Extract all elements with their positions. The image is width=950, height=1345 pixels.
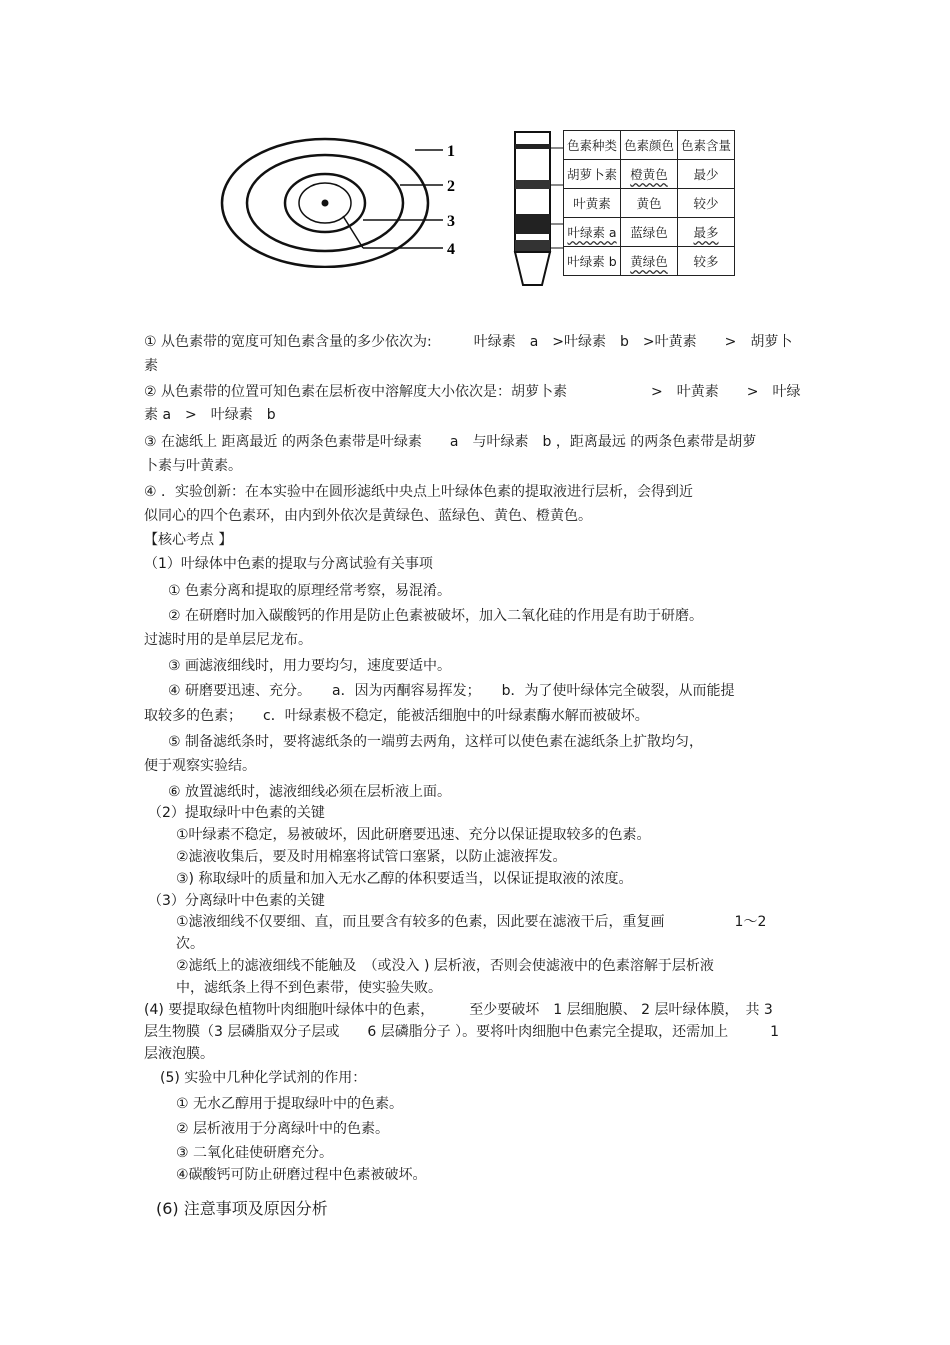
text-line: (4) 要提取绿色植物叶肉细胞叶绿体中的色素， 至少要破坏 1 层细胞膜、 2 层叶绿体膜， 共 3 [144, 1002, 773, 1018]
table-row [564, 160, 735, 189]
text-line: 次。 [176, 936, 204, 952]
table-row [564, 218, 735, 247]
text-line: ⑤ 制备滤纸条时，要将滤纸条的一端剪去两角，这样可以使色素在滤纸条上扩散均匀， [168, 734, 703, 750]
text-line: ⑥ 放置滤纸时，滤液细线必须在层析液上面。 [168, 784, 451, 800]
section-heading: (5) 实验中几种化学试剂的作用： [160, 1070, 367, 1086]
table-header: 色素含量 [678, 131, 735, 160]
section-heading: 【核心考点 】 [144, 532, 233, 548]
text-line: ③ 在滤纸上 距离最近 的两条色素带是叶绿素 a 与叶绿素 b ，距离最远 的两条色素带是胡萝 [144, 434, 757, 450]
text-line: 素 a > 叶绿素 b [144, 407, 276, 423]
text-line: 层液泡膜。 [144, 1046, 214, 1062]
table-header: 色素种类 [564, 131, 621, 160]
ring-label-2: 2 [447, 178, 455, 195]
table-cell: 橙黄色 [621, 160, 678, 189]
table-cell: 叶黄素 [564, 189, 621, 218]
table-cell: 胡萝卜素 [564, 160, 621, 189]
text-line: 中，滤纸条上得不到色素带，使实验失败。 [176, 980, 442, 996]
text-line: 便于观察实验结。 [144, 758, 256, 774]
section-heading: (6) 注意事项及原因分析 [156, 1199, 328, 1218]
text-line: ①滤液细线不仅要细、直，而且要含有较多的色素，因此要在滤液干后，重复画 1～2 [176, 914, 767, 930]
table-cell: 最多 [678, 218, 735, 247]
table-cell: 较少 [678, 189, 735, 218]
table-row [564, 247, 735, 276]
text-line: 素 [144, 358, 158, 374]
text-line: ②滤纸上的滤液细线不能触及 （或没入 ) 层析液，否则会使滤液中的色素溶解于层析液 [176, 958, 714, 974]
text-line: 过滤时用的是单层尼龙布。 [144, 632, 312, 648]
text-line: ④ ．实验创新：在本实验中在圆形滤纸中央点上叶绿体色素的提取液进行层析，会得到近 [144, 484, 693, 500]
ring-label-4: 4 [447, 241, 455, 258]
text-line: 卜素与叶黄素。 [144, 458, 242, 474]
band-chlorophyll-a [515, 214, 550, 234]
table-cell: 叶绿素 b [564, 247, 621, 276]
text-line: ② 从色素带的位置可知色素在层析夜中溶解度大小依次是：胡萝卜素 > 叶黄素 > 叶绿 [144, 384, 801, 400]
table-cell: 最少 [678, 160, 735, 189]
text-line: ① 从色素带的宽度可知色素含量的多少依次为: 叶绿素 a >叶绿素 b >叶黄素 > 胡萝卜 [144, 334, 793, 350]
text-line: ③ 画滤液细线时，用力要均匀，速度要适中。 [168, 658, 451, 674]
text-line: ③) 称取绿叶的质量和加入无水乙醇的体积要适当，以保证提取液的浓度。 [176, 871, 633, 887]
table-cell: 较多 [678, 247, 735, 276]
ring-label-1: 1 [447, 143, 455, 160]
band-carotene [515, 144, 550, 149]
concentric-rings-figure [215, 128, 475, 268]
section-heading: （3）分离绿叶中色素的关键 [148, 893, 325, 909]
table-cell: 叶绿素 a [564, 218, 621, 247]
text-line: ② 在研磨时加入碳酸钙的作用是防止色素被破坏，加入二氧化硅的作用是有助于研磨。 [168, 608, 703, 624]
text-line: ④碳酸钙可防止研磨过程中色素被破坏。 [176, 1167, 427, 1183]
table-cell: 蓝绿色 [621, 218, 678, 247]
ring-label-3: 3 [447, 213, 455, 230]
table-cell: 黄绿色 [621, 247, 678, 276]
text-line: 取较多的色素； c．叶绿素极不稳定，能被活细胞中的叶绿素酶水解而被破坏。 [144, 708, 649, 724]
pigment-table [563, 130, 735, 276]
text-line: ③ 二氧化硅使研磨充分。 [176, 1145, 334, 1161]
text-line: ④ 研磨要迅速、充分。 a．因为丙酮容易挥发； b．为了使叶绿体完全破裂，从而能提 [168, 683, 735, 699]
band-xanthophyll [515, 180, 550, 189]
text-line: 似同心的四个色素环，由内到外依次是黄绿色、蓝绿色、黄色、橙黄色。 [144, 508, 592, 524]
table-header: 色素颜色 [621, 131, 678, 160]
text-line: ① 色素分离和提取的原理经常考察，易混淆。 [168, 583, 451, 599]
text-line: ①叶绿素不稳定，易被破坏，因此研磨要迅速、充分以保证提取较多的色素。 [176, 827, 651, 843]
text-line: ② 层析液用于分离绿叶中的色素。 [176, 1121, 390, 1137]
text-line: ②滤液收集后，要及时用棉塞将试管口塞紧，以防止滤液挥发。 [176, 849, 567, 865]
section-heading: （1）叶绿体中色素的提取与分离试验有关事项 [144, 556, 433, 572]
text-line: 层生物膜（3 层磷脂双分子层或 6 层磷脂分子 ）。要将叶肉细胞中色素完全提取，还需加上 1 [144, 1024, 780, 1040]
table-row [564, 189, 735, 218]
section-heading: （2）提取绿叶中色素的关键 [148, 805, 325, 821]
table-header-row [564, 131, 735, 160]
table-cell: 黄色 [621, 189, 678, 218]
text-line: ① 无水乙醇用于提取绿叶中的色素。 [176, 1096, 404, 1112]
center-dot [322, 200, 329, 207]
